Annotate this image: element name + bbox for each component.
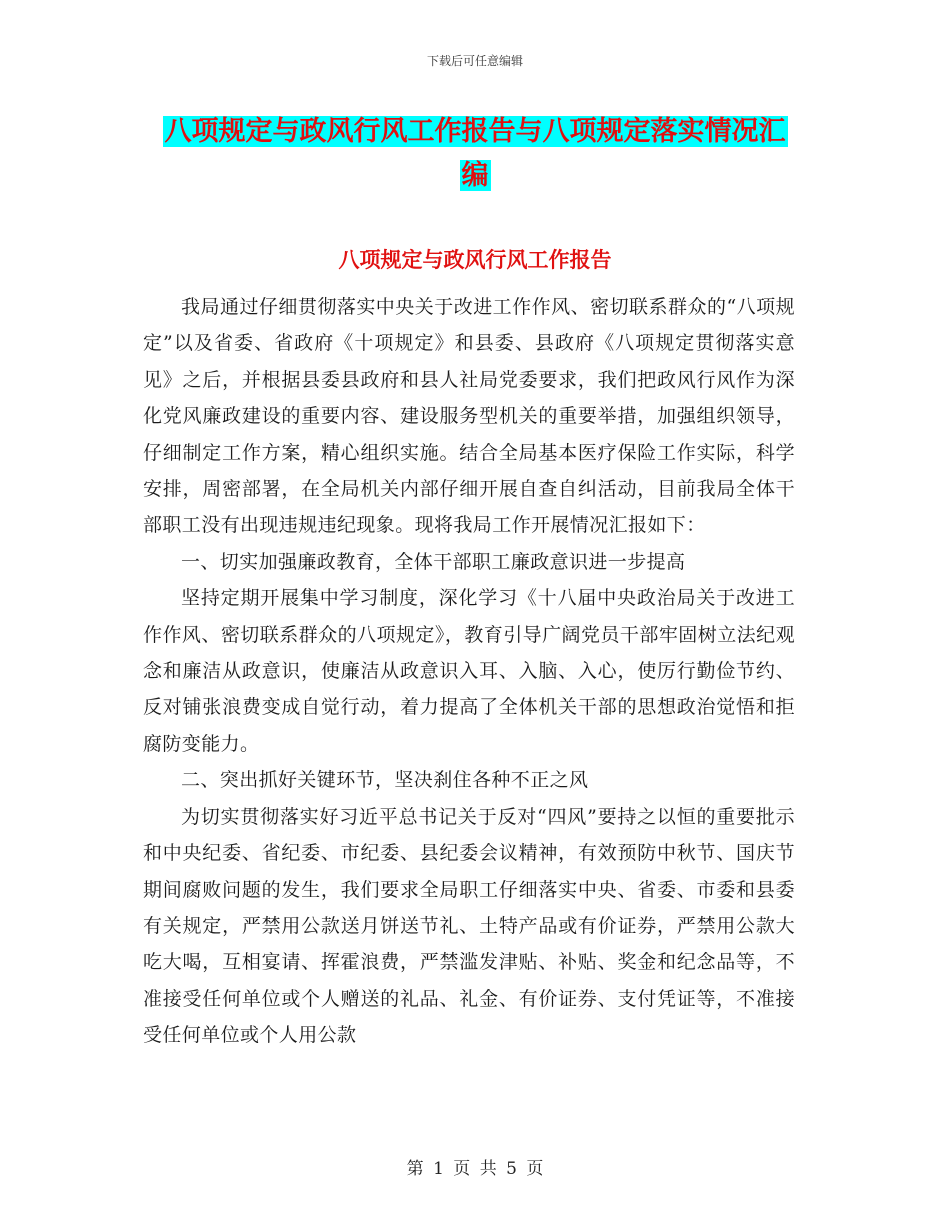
main-title-line2: 编 — [461, 160, 489, 191]
section-title: 八项规定与政风行风工作报告 — [338, 247, 612, 272]
heading-section-2: 二、突出抓好关键环节，坚决刹住各种不正之风 — [181, 769, 589, 792]
paragraph-section-2: 为切实贯彻落实好习近平总书记关于反对“四风”要持之以恒的重要批示和中央纪委、省纪委、市纪委、县纪委会议精神，有效预防中秋节、国庆节期间腐败问题的发生，我们要求全局职工仔细落实中央、省委、市委和县委有关规定，严禁用公款送月饼送节礼、土特产品或有价证券，严禁用公款大吃大喝，互相宴请、挥霍浪费，严禁滥发津贴、补贴、奖金和纪念品等，不准接受任何单位或个人赠送的礼品、礼金、有价证券、支付凭证等，不准接受任何单位或个人用公款 — [143, 805, 795, 1047]
page-footer: 第 1 页 共 5 页 — [406, 1159, 544, 1179]
main-title — [140, 110, 810, 198]
paragraph-section-1: 坚持定期开展集中学习制度，深化学习《十八届中央政治局关于改进工作作风、密切联系群众的八项规定》，教育引导广阔党员干部牢固树立法纪观念和廉洁从政意识，使廉洁从政意识入耳、入脑、入心，使厉行勤俭节约、反对铺张浪费变成自觉行动，着力提高了全体机关干部的思想政治觉悟和拒腐防变能力。 — [143, 587, 795, 755]
main-title-line1: 八项规定与政风行风工作报告与八项规定落实情况汇 — [164, 116, 786, 147]
body-text — [143, 289, 795, 1054]
header-note: 下载后可任意编辑 — [426, 54, 523, 68]
heading-section-1: 一、切实加强廉政教育，全体干部职工廉政意识进一步提高 — [181, 550, 686, 573]
paragraph-intro: 我局通过仔细贯彻落实中央关于改进工作作风、密切联系群众的“八项规定”以及省委、省政府《十项规定》和县委、县政府《八项规定贯彻落实意见》之后，并根据县委县政府和县人社局党委要求，我们把政风行风作为深化党风廉政建设的重要内容、建设服务型机关的重要举措，加强组织领导，仔细制定工作方案，精心组织实施。结合全局基本医疗保险工作实际，科学安排，周密部署，在全局机关内部仔细开展自查自纠活动，目前我局全体干部职工没有出现违规违纪现象。现将我局工作开展情况汇报如下： — [143, 296, 795, 537]
